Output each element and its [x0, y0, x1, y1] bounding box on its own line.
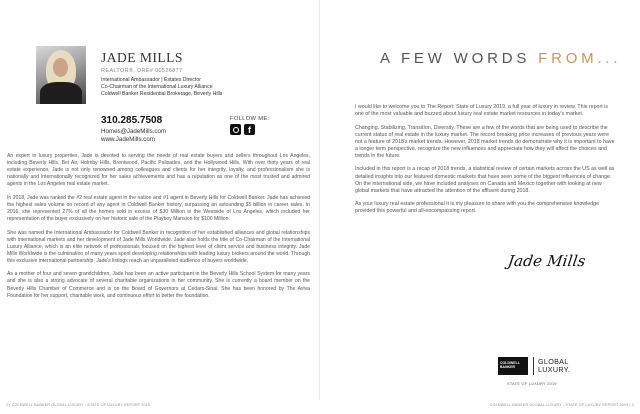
- letter-paragraph: Changing, Stabilizing, Transition, Diversity. These are a few of the words that are being used to describe the current status of real estate in the luxury market. The record breaking price increases of previous years were not a feature of 2018's market trends. However, 2018 market trends do demonstrate why it is important to have a longer term perspective, recognize the new influences and appreciate how they will affect the choices and trends in the future.: [355, 124, 615, 159]
- letter-paragraph: I would like to welcome you to The Report: State of Luxury 2019, a full year of luxury in review. This report is one of the most valuable and buzzed about luxury real estate market resources in today's market.: [355, 104, 609, 118]
- heading-part-1: A FEW WORDS: [380, 50, 539, 67]
- welcome-letter: [355, 104, 615, 222]
- global-luxury-logo: [538, 358, 570, 374]
- agent-credentials: [101, 77, 222, 99]
- letter-paragraph: As your luxury real estate professional it is my pleasure to share with you the comprehensive knowledge provided this powerful and all-encompassing report.: [355, 201, 600, 215]
- agent-name: JADE MILLS: [101, 50, 183, 65]
- instagram-icon[interactable]: [230, 124, 241, 135]
- bio-paragraph: She was named the International Ambassador for Coldwell Banker in recognition of her established alliances and global relationships with international markets and her development of Jade Mills Worldwide. Jade also holds the title of Co-Chairman of the International Luxury Alliance, which is an elite network of professionals focused on the highest level of client service and business integrity. Jade Mills Worldwide is the culmination of many years spent developing relationships with leading luxury brokers around the world. Through this exclusive international partnership, Jade's listings reach an unparalleled audience of buyers worldwide.: [7, 229, 310, 264]
- footer-right: COLDWELL BANKER GLOBAL LUXURY - STATE OF LUXURY REPORT 2019 | 3: [489, 403, 634, 407]
- credential-line: Co-Chairman of the International Luxury Alliance: [101, 84, 213, 91]
- agent-licence: REALTOR®, DRE# 00526877: [101, 68, 183, 74]
- agent-phone[interactable]: 310.285.7508: [101, 115, 163, 126]
- bio-paragraph: An expert in luxury properties, Jade is devoted to serving the needs of real estate buyers and sellers throughout Los Angeles, including Beverly Hills, Bel Air, Holmby Hills, Brentwood, Pacific Palisades, and the Hollywood Hills. With over thirty years of real estate experience, Jade is not only renowned among colleagues and clients for her integrity, loyalty, and professionalism she is nationally and internationally recognized for her sales achievements and has a reputation as one of the most trusted and admired agents in the Los Angeles real estate market.: [7, 153, 310, 188]
- footer-left: 2 | COLDWELL BANKER GLOBAL LUXURY - STATE OF LUXURY REPORT 2019: [6, 403, 151, 407]
- page-heading: [380, 50, 621, 67]
- agent-bio: [7, 153, 310, 306]
- global-luxury-line2: LUXURY.: [538, 365, 571, 375]
- coldwell-banker-logo: [498, 357, 528, 375]
- signature: Jade Mills: [506, 252, 587, 270]
- global-luxury-line1: GLOBAL: [538, 357, 569, 366]
- coldwell-banker-text: COLDWELL BANKER: [500, 361, 520, 369]
- facebook-icon[interactable]: f: [244, 124, 255, 135]
- social-links: [230, 124, 255, 135]
- credential-line: Coldwell Banker Residential Brokerage, Beverly Hills: [101, 91, 223, 98]
- follow-label: FOLLOW ME:: [230, 116, 270, 122]
- agent-website[interactable]: www.JadeMills.com: [101, 135, 155, 143]
- agent-email[interactable]: Homes@JadeMills.com: [101, 128, 167, 135]
- left-page: [0, 0, 320, 400]
- bio-paragraph: As a mother of four and seven grandchildren, Jade has been an active participant in the Beverly Hills School System for many years and she is also a strong advocate of several charitable organizations in her community. She is currently a board member on the Beverly Hills Chamber of Commerce and is on the Board of Governors at Cedars-Sinai. She has been honored by The Aviva Foundation for her support, charitable work, and continuous effort to better the foundation.: [7, 271, 310, 299]
- logo-divider: [533, 357, 534, 375]
- bio-paragraph: In 2018, Jade was ranked the #2 real estate agent in the nation and #1 agent in Beverly Hills for Coldwell Banker. Jade has achieved the highest sales volume on record of any agent in Coldwell Banker history, surpassing an astounding $5 billion in career sales. In 2016, she represented 27% of all the homes sold in excess of $30 Million in the Westside of Los Angeles, which included her representation of the buyer exclusively on her historic sale of the Playboy Mansion for $100 Million.: [7, 194, 310, 222]
- heading-part-2: FROM...: [538, 50, 622, 67]
- credential-line: International Ambassador | Estates Director: [101, 77, 201, 83]
- agent-portrait: [36, 46, 86, 104]
- logo-caption: STATE OF LUXURY 2019: [507, 382, 557, 386]
- letter-paragraph: Included in this report is a recap of 2018 trends, a statistical review of certain markets across the US as well as detailed insights into our featured domestic markets that have seen some of the biggest influences of change. On the international side, we have included analyses on Canada and Mexico together with looking at new global markets that have attracted the attention of the affluent during 2018.: [355, 166, 615, 194]
- brand-logos: [498, 355, 586, 377]
- agent-contact: [101, 128, 166, 143]
